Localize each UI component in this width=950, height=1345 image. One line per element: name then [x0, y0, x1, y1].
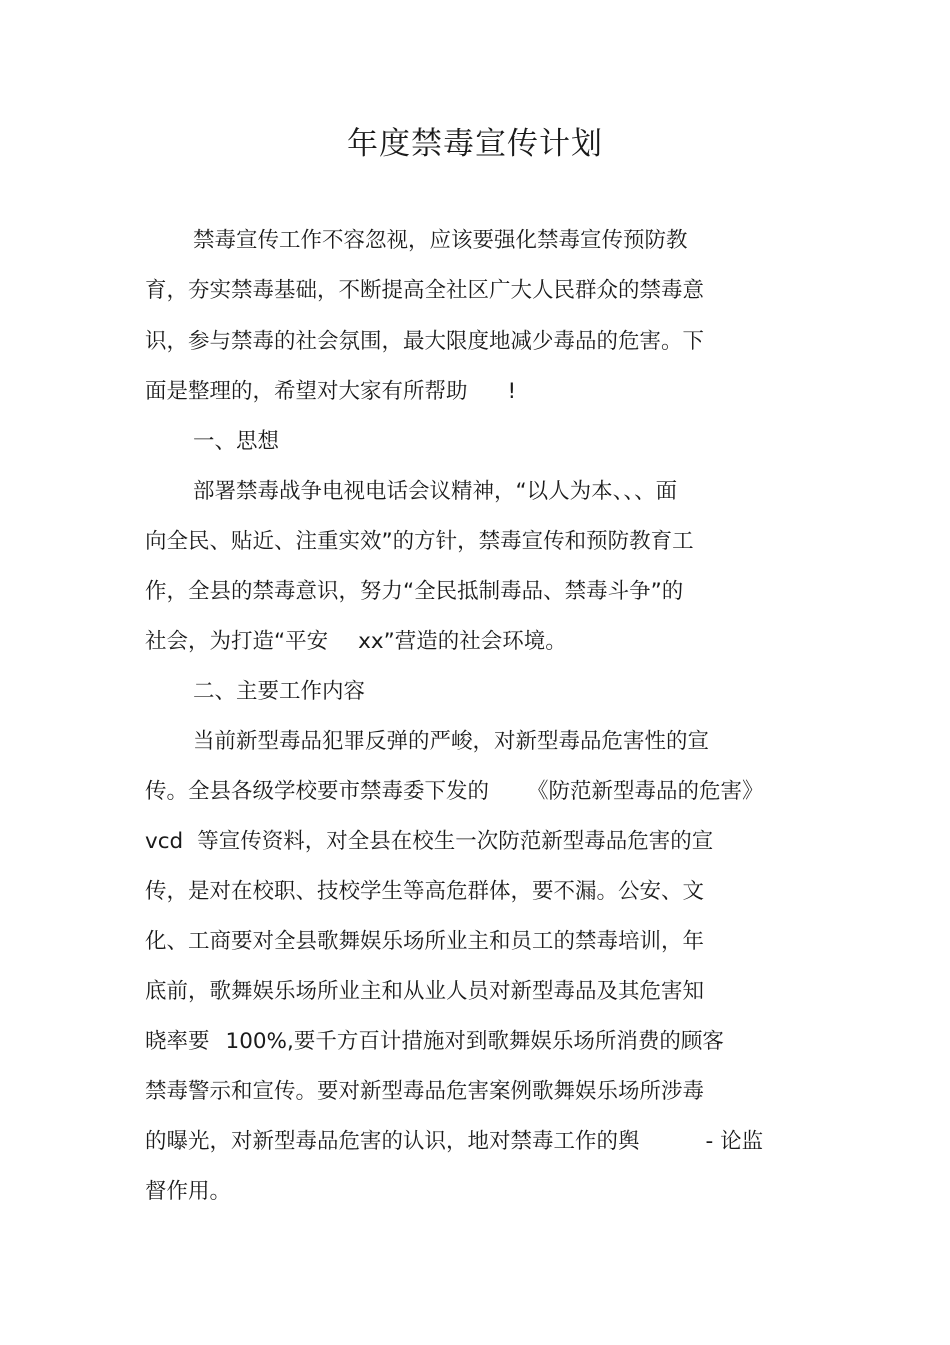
paragraph-line: 社会，为打造“平安 xx”营造的社会环境。 [145, 629, 567, 654]
paragraph-line: 识，参与禁毒的社会氛围，最大限度地减少毒品的危害。下 [145, 329, 705, 354]
section-heading: 二、主要工作内容 [193, 679, 366, 704]
paragraph-line: vcd 等宣传资料，对全县在校生一次防范新型毒品危害的宣 [145, 829, 714, 854]
paragraph-line: 传。全县各级学校要市禁毒委下发的 《防范新型毒品的危害》 [145, 779, 764, 804]
paragraph-line: 面是整理的，希望对大家有所帮助 ! [145, 379, 517, 404]
paragraph-line: 育，夯实禁毒基础，不断提高全社区广大人民群众的禁毒意 [145, 278, 705, 303]
section-heading: 一、思想 [193, 429, 280, 454]
paragraph-line: 当前新型毒品犯罪反弹的严峻，对新型毒品危害性的宣 [193, 729, 710, 754]
paragraph-line: 晓率要 100%,要千方百计措施对到歌舞娱乐场所消费的顾客 [145, 1029, 724, 1054]
paragraph-line: 向全民、贴近、注重实效”的方针，禁毒宣传和预防教育工 [145, 529, 694, 554]
paragraph-line: 禁毒宣传工作不容忽视，应该要强化禁毒宣传预防教 [193, 228, 688, 253]
paragraph-line: 督作用。 [145, 1179, 232, 1204]
paragraph-line: 部署禁毒战争电视电话会议精神，“以人为本、、、面 [193, 479, 678, 504]
document-title: 年度禁毒宣传计划 [347, 126, 603, 162]
paragraph-line: 禁毒警示和宣传。要对新型毒品危害案例歌舞娱乐场所涉毒 [145, 1079, 705, 1104]
paragraph-line: 的曝光，对新型毒品危害的认识，地对禁毒工作的舆 - 论监 [145, 1129, 764, 1154]
paragraph-line: 作，全县的禁毒意识，努力“全民抵制毒品、禁毒斗争”的 [145, 579, 684, 604]
paragraph-line: 底前，歌舞娱乐场所业主和从业人员对新型毒品及其危害知 [145, 979, 705, 1004]
paragraph-line: 传，是对在校职、技校学生等高危群体，要不漏。公安、文 [145, 879, 705, 904]
paragraph-line: 化、工商要对全县歌舞娱乐场所业主和员工的禁毒培训，年 [145, 929, 705, 954]
